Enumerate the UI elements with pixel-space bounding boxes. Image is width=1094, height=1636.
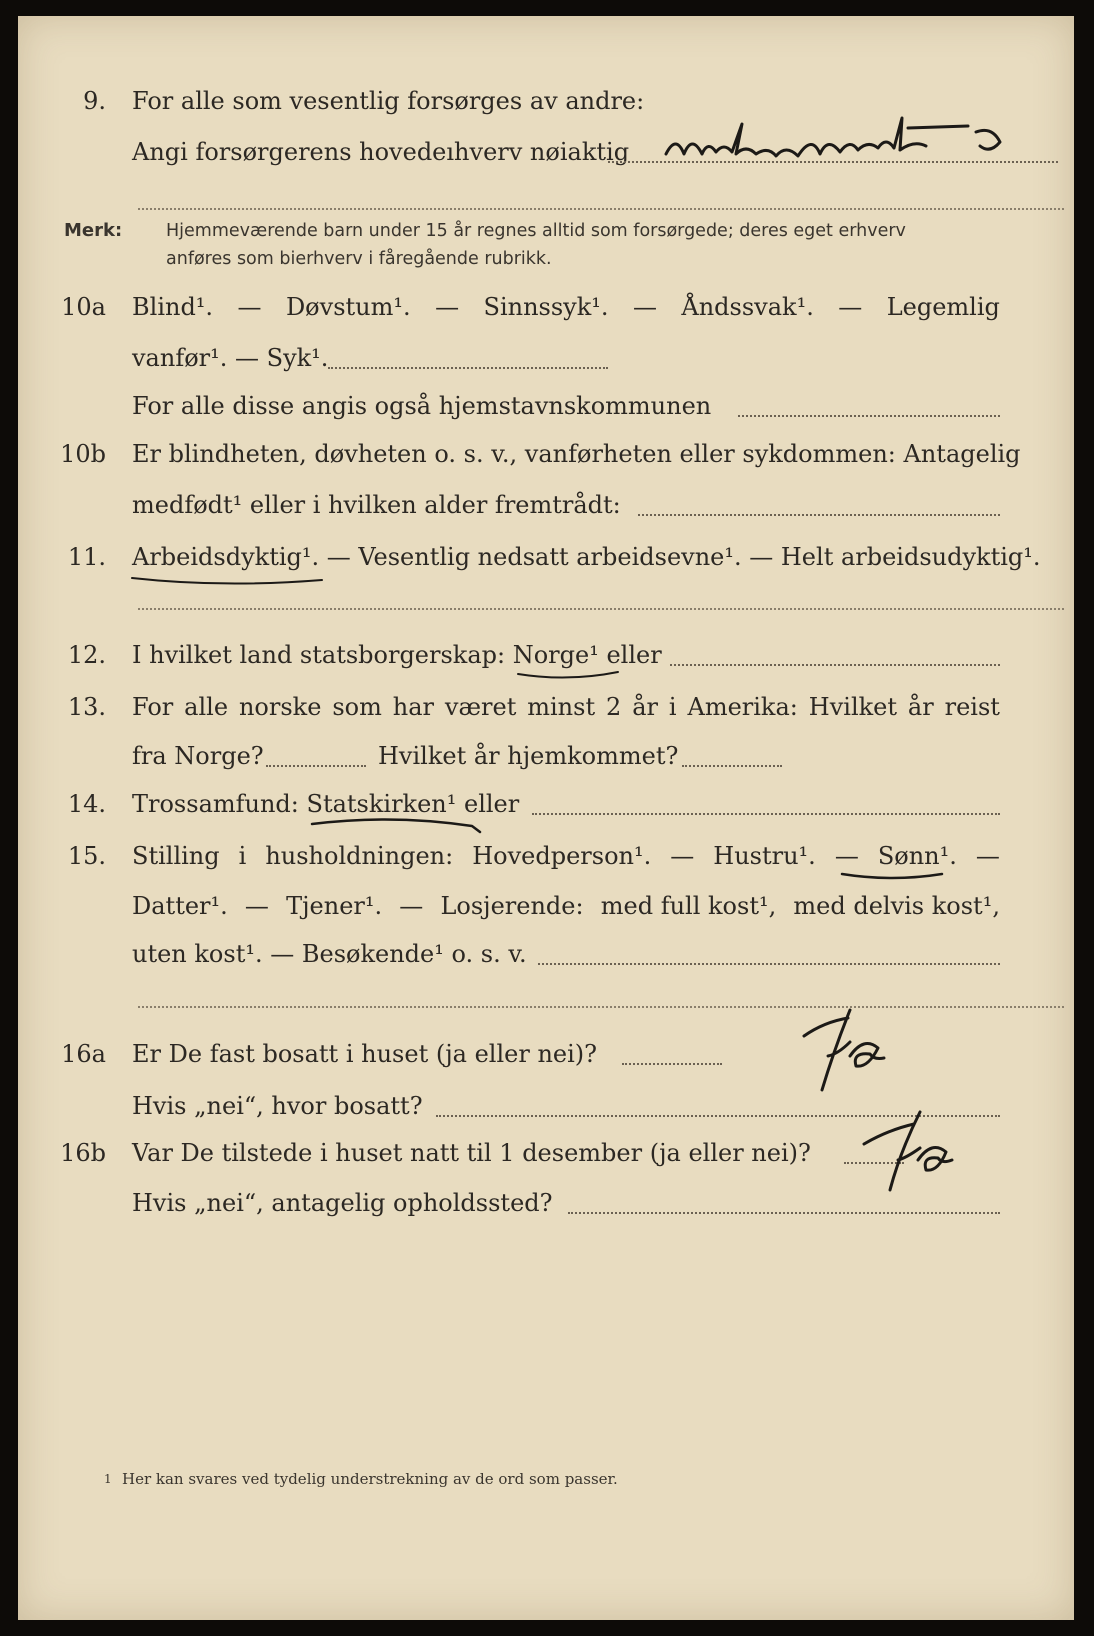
word: —	[237, 293, 262, 321]
question-text: vanfør¹. — Syk¹.	[132, 344, 329, 372]
question-number: 15.	[67, 842, 106, 870]
word: Stilling	[132, 842, 220, 870]
question-number: 14.	[67, 790, 106, 818]
question-text: I hvilket land statsborgerskap: Norge¹ eller	[132, 641, 662, 669]
word: år	[632, 693, 658, 721]
word: år	[907, 693, 934, 721]
question-text: Var De tilstede i huset natt til 1 desember (ja eller nei)?	[132, 1139, 811, 1167]
word: —	[632, 293, 657, 321]
separator	[138, 208, 1064, 210]
answer-line[interactable]	[670, 664, 1000, 666]
word: været	[444, 693, 517, 721]
handwritten-answer-ja-16b	[858, 1106, 968, 1196]
word: 2	[606, 693, 622, 721]
question-number: 16a	[61, 1040, 106, 1068]
word: For	[132, 693, 174, 721]
word: Legemlig	[886, 293, 1000, 321]
word: husholdningen:	[265, 842, 454, 870]
answer-line[interactable]	[568, 1212, 1000, 1214]
footnote-text: Her kan svares ved tydelig understrekning av de ord som passer.	[122, 1470, 618, 1488]
question-text: Hvis „nei“, antagelig opholdssted?	[132, 1189, 553, 1217]
word: med full kost¹,	[600, 892, 777, 920]
answer-line[interactable]	[844, 1162, 904, 1164]
word: i	[668, 693, 677, 721]
word: Hovedperson¹.	[472, 842, 652, 870]
underline-statskirken	[308, 816, 488, 836]
question-text: uten kost¹. — Besøkende¹ o. s. v.	[132, 940, 527, 968]
underline-arbeidsdyktig	[128, 572, 328, 588]
question-number: 12.	[67, 641, 106, 669]
word: har	[392, 693, 434, 721]
separator	[138, 608, 1064, 610]
answer-line[interactable]	[738, 415, 1000, 417]
question-text	[132, 841, 1000, 871]
word: i	[238, 842, 247, 870]
underline-norge	[514, 668, 624, 686]
question-text	[132, 891, 1000, 921]
question-text: Angi forsørgerens hovedeıhverv nøiaktig	[132, 138, 630, 166]
question-text: Hvis „nei“, hvor bosatt?	[132, 1092, 423, 1120]
question-text: Arbeidsdyktig¹. — Vesentlig nedsatt arbeidsevne¹. — Helt arbeidsudyktig¹.	[132, 543, 1041, 571]
question-text: Trossamfund: Statskirken¹ eller	[132, 790, 520, 818]
answer-line[interactable]	[532, 813, 1000, 815]
word: Amerika:	[687, 693, 798, 721]
question-text: medfødt¹ eller i hvilken alder fremtrådt:	[132, 491, 621, 519]
word: —	[435, 293, 460, 321]
answer-line[interactable]	[608, 161, 1058, 163]
word: som	[332, 693, 382, 721]
note-text: anføres som bierhverv i fåregående rubrikk.	[166, 249, 552, 269]
separator	[138, 1006, 1064, 1008]
word: alle	[184, 693, 229, 721]
answer-line[interactable]	[328, 367, 608, 369]
word: Døvstum¹.	[285, 293, 411, 321]
word: norske	[238, 693, 322, 721]
answer-line[interactable]	[436, 1115, 1000, 1117]
note-text: Hjemmeværende barn under 15 år regnes alltid som forsørgede; deres eget erhverv	[166, 221, 906, 241]
question-text: For alle som vesentlig forsørges av andre:	[132, 87, 645, 115]
word: —	[838, 293, 863, 321]
question-number: 9.	[83, 87, 106, 115]
word: Tjener¹.	[286, 892, 383, 920]
question-text: fra Norge?	[132, 742, 264, 770]
word: Datter¹.	[132, 892, 228, 920]
word: —	[244, 892, 269, 920]
word: Åndssvak¹.	[681, 293, 814, 321]
word: —	[399, 892, 424, 920]
question-number: 10a	[61, 293, 106, 321]
answer-line[interactable]	[638, 514, 1000, 516]
question-number: 16b	[60, 1139, 106, 1167]
word: —	[834, 842, 859, 870]
word: Sinnssyk¹.	[483, 293, 609, 321]
question-text: For alle disse angis også hjemstavnskommunen	[132, 392, 712, 420]
answer-line[interactable]	[682, 765, 782, 767]
word: Blind¹.	[132, 293, 214, 321]
question-text: Hvilket år hjemkommet?	[378, 742, 679, 770]
word: —	[975, 842, 1000, 870]
word: Hustru¹.	[713, 842, 816, 870]
word: reist	[944, 693, 1000, 721]
word: minst	[527, 693, 596, 721]
handwritten-answer-ja-16a	[798, 1006, 908, 1096]
question-text: Er De fast bosatt i huset (ja eller nei)?	[132, 1040, 598, 1068]
answer-line[interactable]	[538, 963, 1000, 965]
word: —	[670, 842, 695, 870]
word: Hvilket	[808, 693, 898, 721]
question-text	[132, 692, 1000, 722]
question-text	[132, 292, 1000, 322]
census-form-page	[18, 16, 1074, 1620]
answer-line[interactable]	[622, 1063, 722, 1065]
question-number: 13.	[67, 693, 106, 721]
footnote-mark: 1	[104, 1472, 112, 1486]
question-number: 10b	[60, 440, 106, 468]
note-label: Merk:	[64, 220, 123, 241]
answer-line[interactable]	[266, 765, 366, 767]
question-number: 11.	[67, 543, 106, 571]
word: med delvis kost¹,	[793, 892, 1000, 920]
word: Losjerende:	[440, 892, 584, 920]
question-text: Er blindheten, døvheten o. s. v., vanførheten eller sykdommen: Antagelig	[132, 440, 1021, 468]
handwritten-answer-malermester	[658, 114, 1058, 174]
word: Sønn¹.	[877, 842, 957, 870]
